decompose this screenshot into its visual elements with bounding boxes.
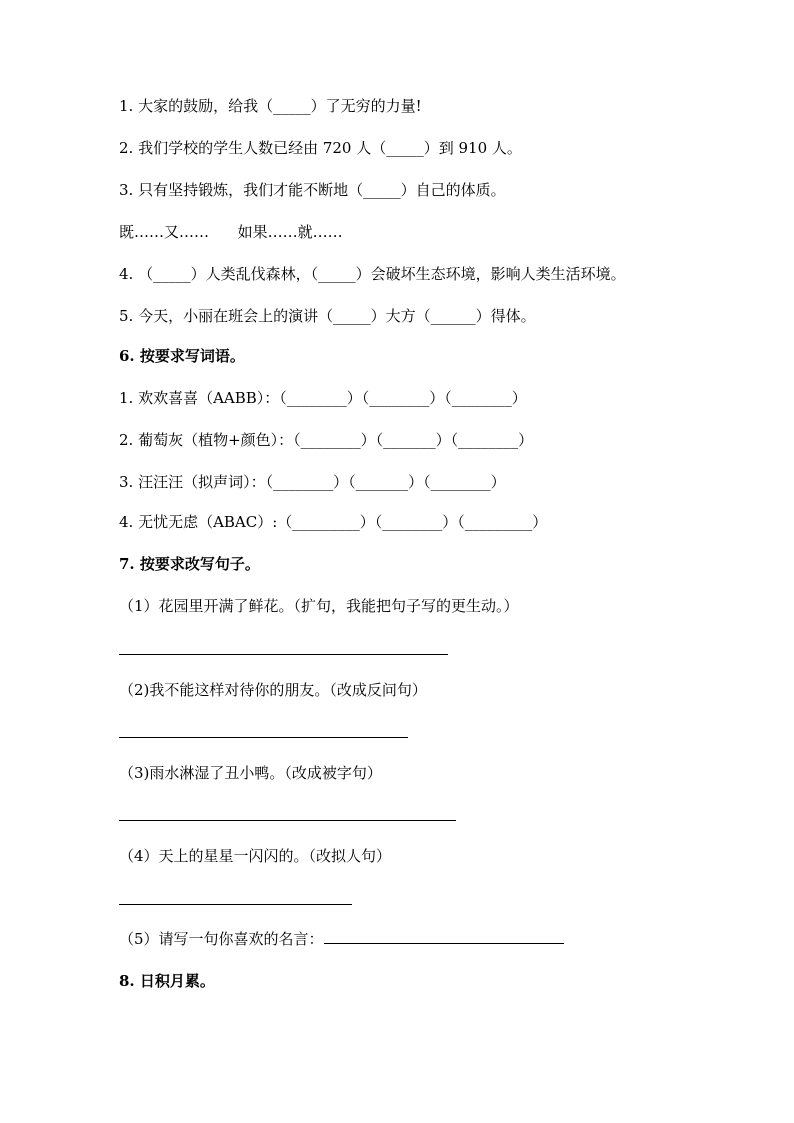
rewrite-item-2: （2)我不能这样对待你的朋友。（改成反问句） — [119, 681, 427, 699]
answer-line-1[interactable] — [119, 654, 448, 655]
rewrite-item-5-text: （5）请写一句你喜欢的名言： — [119, 930, 324, 948]
rewrite-item-3: （3)雨水淋湿了丑小鸭。（改成被字句） — [119, 764, 382, 782]
question-2: 2. 我们学校的学生人数已经由 720 人（_____）到 910 人。 — [119, 139, 522, 157]
answer-line-3[interactable] — [119, 820, 456, 821]
section-7-title: 7. 按要求改写句子。 — [119, 555, 260, 573]
word-item-3: 3. 汪汪汪（拟声词）：（________）（_______）（________） — [119, 473, 506, 491]
rewrite-item-5 — [119, 929, 564, 949]
word-item-4: 4. 无忧无虑（ABAC）:（_________）（________）（_________） — [119, 513, 548, 531]
question-3: 3. 只有坚持锻炼，我们才能不断地（_____）自己的体质。 — [119, 181, 506, 199]
question-1: 1. 大家的鼓励，给我（_____）了无穷的力量! — [119, 97, 422, 115]
answer-line-2[interactable] — [119, 737, 408, 738]
conjunction-options: 既……又…… 如果……就…… — [119, 223, 343, 241]
rewrite-item-4: （4）天上的星星一闪闪的。（改拟人句） — [119, 847, 392, 865]
rewrite-item-1: （1）花园里开满了鲜花。（扩句，我能把句子写的更生动。） — [119, 597, 519, 615]
question-5: 5. 今天，小丽在班会上的演讲（_____）大方（______）得体。 — [119, 307, 536, 325]
answer-line-4[interactable] — [119, 904, 352, 905]
word-item-1: 1. 欢欢喜喜（AABB）：（________）（________）（________） — [119, 389, 527, 407]
answer-line-5[interactable] — [324, 929, 564, 944]
section-6-title: 6. 按要求写词语。 — [119, 347, 245, 365]
section-8-title: 8. 日积月累。 — [119, 972, 215, 990]
word-item-2: 2. 葡萄灰（植物+颜色）：（________）（_______）（________） — [119, 431, 534, 449]
question-4: 4. （_____）人类乱伐森林，（_____）会破坏生态环境，影响人类生活环境。 — [119, 265, 626, 283]
